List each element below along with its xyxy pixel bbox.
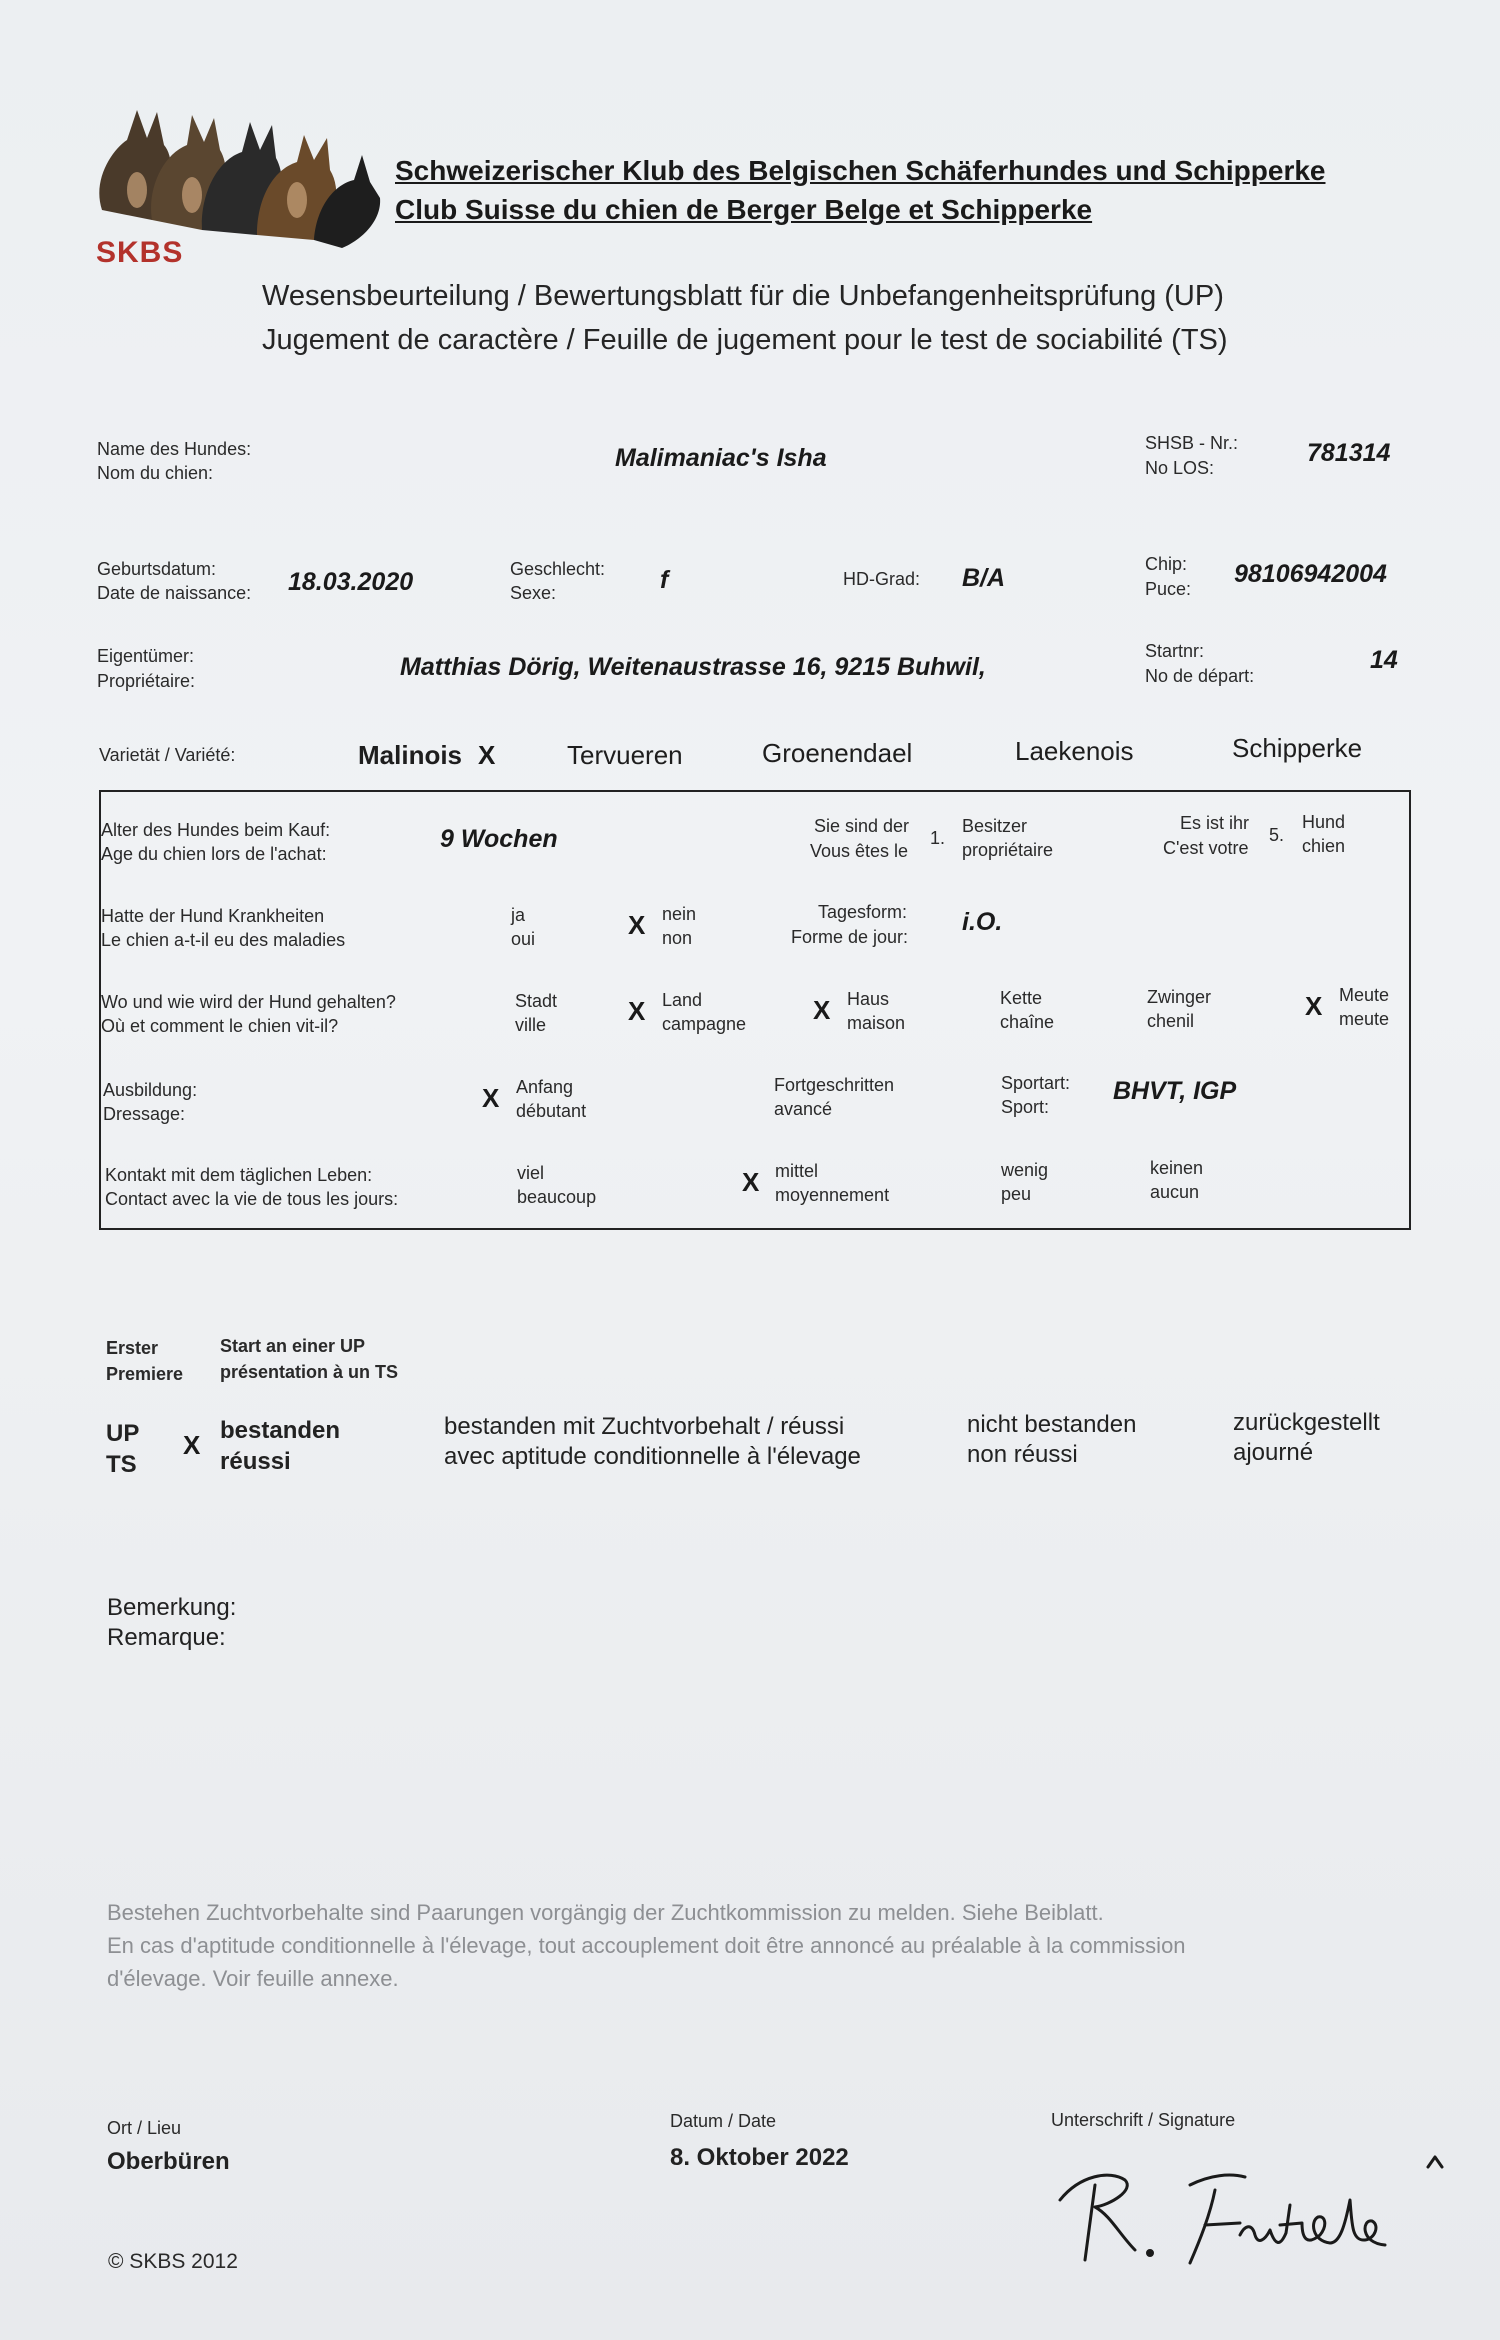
sex-value: f (660, 566, 669, 594)
result-deferred-de: zurückgestellt (1233, 1409, 1380, 1436)
dog-rank-word-de: Hund (1302, 812, 1346, 832)
chip-label-fr: Puce: (1145, 579, 1192, 599)
illness-nein: nein (662, 904, 697, 924)
age-label-de: Alter des Hundes beim Kauf: (101, 820, 331, 840)
sex-label-fr: Sexe: (510, 583, 557, 603)
logo-text: SKBS (96, 236, 184, 269)
result-up: UP (106, 1420, 140, 1447)
first-label-fr: Premiere (106, 1364, 184, 1384)
start-label-fr: No de départ: (1145, 666, 1255, 686)
copyright: © SKBS 2012 (108, 2250, 238, 2273)
living-label-de: Wo und wie wird der Hund gehalten? (101, 992, 396, 1012)
living-maison: maison (847, 1013, 906, 1033)
living-ville: ville (515, 1015, 547, 1035)
notice-line-3: d'élevage. Voir feuille annexe. (107, 1966, 399, 1991)
age-value: 9 Wochen (440, 825, 558, 853)
variety-laekenois: Laekenois (1015, 736, 1134, 766)
training-fort: Fortgeschritten (774, 1075, 895, 1095)
illness-oui: oui (511, 929, 536, 949)
place-label: Ort / Lieu (107, 2118, 182, 2138)
living-stadt: Stadt (515, 991, 558, 1011)
signature-image (1040, 2145, 1460, 2275)
illness-label-fr: Le chien a-t-il eu des maladies (101, 930, 346, 950)
dog-rank-word-fr: chien (1302, 836, 1346, 856)
age-label-fr: Age du chien lors de l'achat: (101, 844, 327, 864)
contact-keinen: keinen (1150, 1158, 1204, 1178)
dogs-logo-image (92, 100, 382, 250)
contact-moyennement: moyennement (775, 1185, 890, 1205)
variety-tervueren: Tervueren (567, 740, 683, 770)
dayform-label-de: Tagesform: (818, 902, 908, 922)
first-label-de: Erster (106, 1338, 159, 1358)
contact-beaucoup: beaucoup (517, 1187, 597, 1207)
illness-label-de: Hatte der Hund Krankheiten (101, 906, 325, 926)
living-label-fr: Où et comment le chien vit-il? (101, 1016, 339, 1036)
date-label: Datum / Date (670, 2111, 777, 2131)
birth-label-fr: Date de naissance: (97, 583, 252, 603)
dog-name-label-de: Name des Hundes: (97, 439, 252, 459)
sex-label-de: Geschlecht: (510, 559, 606, 579)
variety-schipperke: Schipperke (1232, 733, 1363, 763)
contact-mittel-mark: X (742, 1167, 760, 1197)
hd-label: HD-Grad: (843, 569, 921, 589)
owner-rank-num: 1. (930, 828, 946, 848)
result-conditional-de: bestanden mit Zuchtvorbehalt / réussi (444, 1413, 845, 1440)
living-meute-mark: X (1305, 991, 1323, 1021)
birth-value: 18.03.2020 (288, 568, 414, 596)
illness-ja: ja (511, 905, 526, 925)
contact-wenig: wenig (1001, 1160, 1049, 1180)
result-failed-de: nicht bestanden (967, 1411, 1137, 1438)
training-label-fr: Dressage: (103, 1104, 186, 1124)
result-conditional-fr: avec aptitude conditionnelle à l'élevage (444, 1443, 861, 1470)
shsb-value: 781314 (1307, 439, 1391, 467)
owner-label-de: Eigentümer: (97, 646, 195, 666)
result-passed-de: bestanden (220, 1417, 341, 1444)
living-campagne: campagne (662, 1014, 747, 1034)
result-failed-fr: non réussi (967, 1441, 1078, 1468)
living-land: Land (662, 990, 703, 1010)
result-deferred-fr: ajourné (1233, 1439, 1314, 1466)
training-label-de: Ausbildung: (103, 1080, 198, 1100)
club-name-de: Schweizerischer Klub des Belgischen Schäferhundes und Schipperke (395, 155, 1326, 186)
birth-label-de: Geburtsdatum: (97, 559, 217, 579)
dayform-label-fr: Forme de jour: (791, 927, 909, 947)
chip-value: 98106942004 (1234, 560, 1387, 588)
living-haus: Haus (847, 989, 890, 1009)
club-name-fr: Club Suisse du chien de Berger Belge et Schipperke (395, 194, 1093, 225)
dog-rank-num: 5. (1269, 825, 1285, 845)
owner-rank-word-fr: propriétaire (962, 840, 1054, 860)
training-avance: avancé (774, 1099, 833, 1119)
training-anfang: Anfang (516, 1077, 574, 1097)
dog-name-value: Malimaniac's Isha (615, 444, 827, 472)
start-up-label-fr: présentation à un TS (220, 1362, 399, 1382)
shsb-label-de: SHSB - Nr.: (1145, 433, 1239, 453)
result-ts: TS (106, 1451, 137, 1478)
notice-line-1: Bestehen Zuchtvorbehalte sind Paarungen vorgängig der Zuchtkommission zu melden. Siehe Beiblatt. (107, 1900, 1104, 1925)
owner-rank-q-fr: Vous êtes le (810, 841, 909, 861)
dayform-value: i.O. (962, 908, 1003, 936)
living-meute-fr: meute (1339, 1009, 1390, 1029)
owner-value: Matthias Dörig, Weitenaustrasse 16, 9215 Buhwil, (400, 653, 986, 681)
start-up-label-de: Start an einer UP (220, 1336, 366, 1356)
subtitle-de: Wesensbeurteilung / Bewertungsblatt für die Unbefangenheitsprüfung (UP) (262, 280, 1224, 312)
illness-nein-mark: X (628, 910, 646, 940)
sport-label-de: Sportart: (1001, 1073, 1071, 1093)
dog-rank-q-fr: C'est votre (1163, 838, 1249, 858)
training-anfang-mark: X (482, 1083, 500, 1113)
variety-malinois: Malinois (358, 740, 463, 770)
training-debutant: débutant (516, 1101, 587, 1121)
shsb-label-fr: No LOS: (1145, 458, 1215, 478)
contact-peu: peu (1001, 1184, 1032, 1204)
living-meute-de: Meute (1339, 985, 1390, 1005)
start-value: 14 (1370, 646, 1398, 674)
living-zwinger: Zwinger (1147, 987, 1212, 1007)
skbs-logo (92, 100, 382, 275)
result-passed-fr: réussi (220, 1448, 291, 1475)
subtitle-fr: Jugement de caractère / Feuille de jugement pour le test de sociabilité (TS) (262, 324, 1228, 356)
sport-value: BHVT, IGP (1113, 1077, 1237, 1105)
living-kette: Kette (1000, 988, 1043, 1008)
dog-name-label-fr: Nom du chien: (97, 463, 214, 483)
date-value: 8. Oktober 2022 (670, 2144, 849, 2171)
contact-label-de: Kontakt mit dem täglichen Leben: (105, 1165, 373, 1185)
remark-label-fr: Remarque: (107, 1624, 226, 1651)
living-chaine: chaîne (1000, 1012, 1055, 1032)
notice-line-2: En cas d'aptitude conditionnelle à l'élevage, tout accouplement doit être annoncé au préalable à la commission (107, 1933, 1186, 1958)
hd-value: B/A (962, 564, 1006, 592)
chip-label-de: Chip: (1145, 554, 1188, 574)
signature-label: Unterschrift / Signature (1051, 2110, 1236, 2130)
remark-label-de: Bemerkung: (107, 1594, 237, 1621)
dog-rank-q-de: Es ist ihr (1180, 813, 1250, 833)
variety-label: Varietät / Variété: (99, 745, 236, 765)
variety-malinois-mark: X (478, 740, 496, 770)
result-passed-mark: X (183, 1430, 201, 1460)
start-label-de: Startnr: (1145, 641, 1205, 661)
place-value: Oberbüren (107, 2148, 230, 2175)
living-land-mark: X (628, 996, 646, 1026)
contact-aucun: aucun (1150, 1182, 1200, 1202)
owner-rank-word-de: Besitzer (962, 816, 1028, 836)
illness-non: non (662, 928, 693, 948)
living-haus-mark: X (813, 995, 831, 1025)
owner-rank-q-de: Sie sind der (814, 816, 910, 836)
owner-label-fr: Propriétaire: (97, 671, 196, 691)
variety-groenendael: Groenendael (762, 738, 913, 768)
living-chenil: chenil (1147, 1011, 1195, 1031)
contact-mittel: mittel (775, 1161, 819, 1181)
contact-label-fr: Contact avec la vie de tous les jours: (105, 1189, 399, 1209)
sport-label-fr: Sport: (1001, 1097, 1050, 1117)
contact-viel: viel (517, 1163, 545, 1183)
